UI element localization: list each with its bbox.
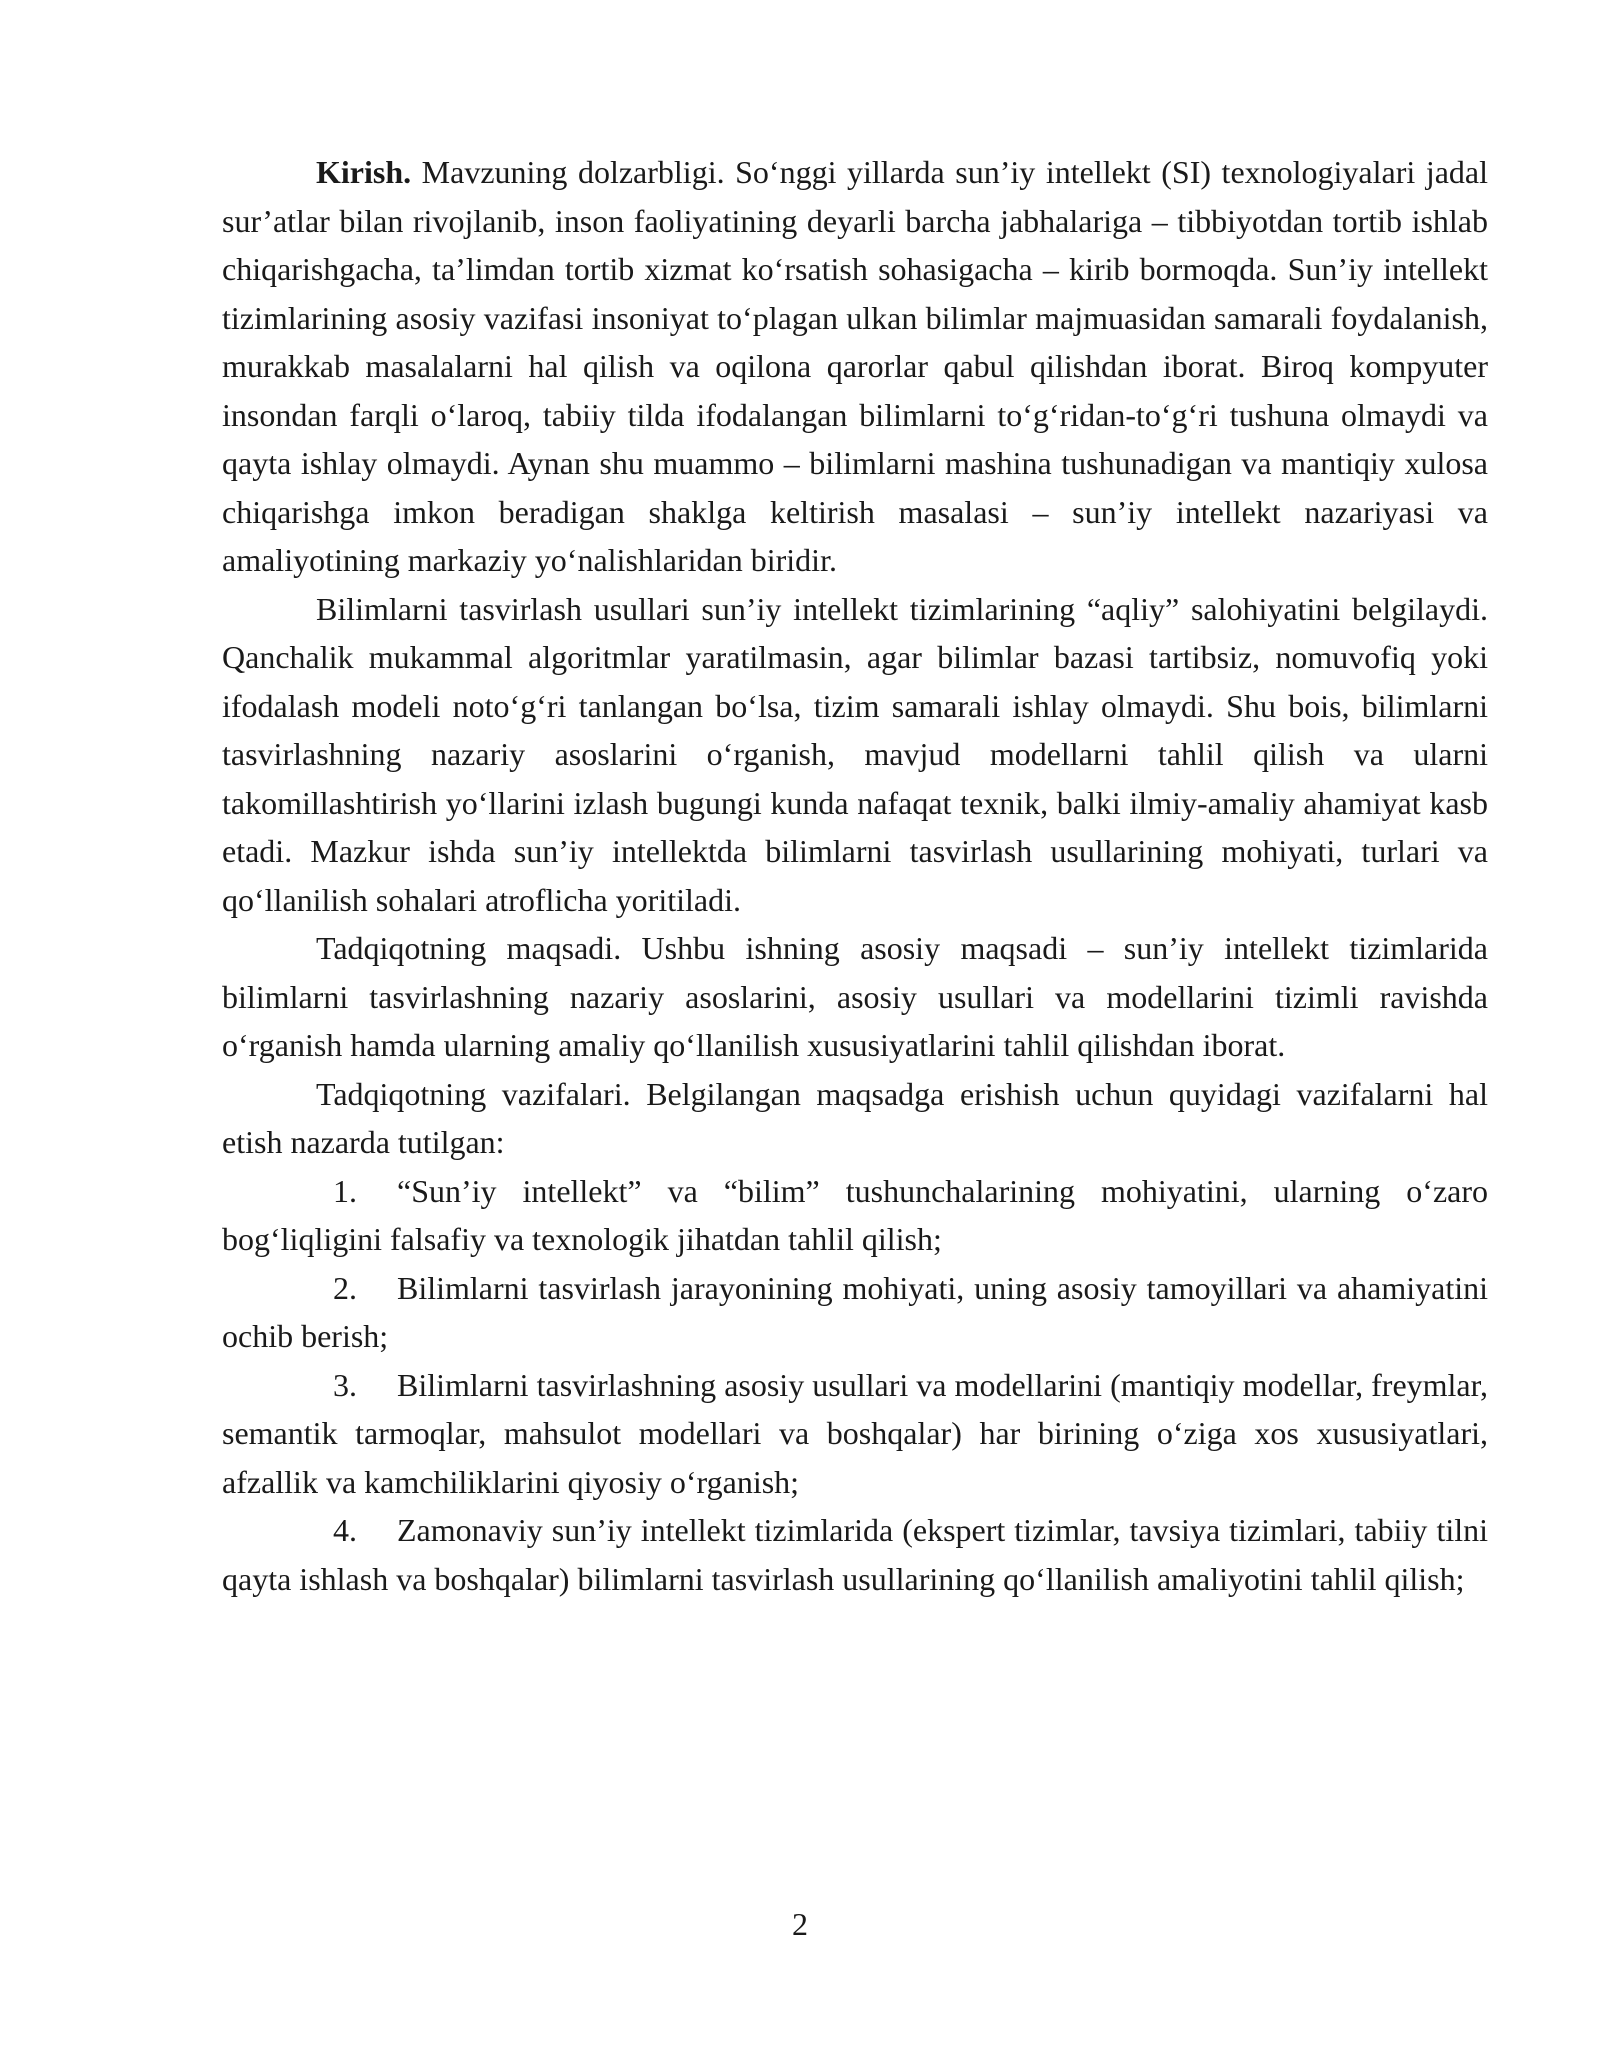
task-number: 3. [333, 1366, 357, 1403]
page-number: 2 [792, 1906, 808, 1942]
paragraph-importance: Bilimlarni tasvirlash usullari sun’iy intellekt tizimlarining “aqliy” salohiyatini belgilaydi. Qanchalik mukammal algoritmlar yaratilmasin, agar bilimlar bazasi tartibsiz, nomuvofiq yoki ifodalash modeli noto‘g‘ri tanlangan bo‘lsa, tizim samarali ishlay olmaydi. Shu bois, bilimlarni tasvirlashning nazariy asoslarini o‘rganish, mavjud modellarni tahlil qilish va ularni takomillashtirish yo‘llarini izlash bugungi kunda nafaqat texnik, balki ilmiy-amaliy ahamiyat kasb etadi. Mazkur ishda sun’iy intellektda bilimlarni tasvirlash usullarining mohiyati, turlari va qo‘llanilish sohalari atroflicha yoritiladi. [222, 590, 1488, 918]
task-item-3 [222, 1361, 1488, 1507]
task-item-2 [222, 1264, 1488, 1361]
intro-paragraph [222, 148, 1488, 585]
paragraph-tasks-intro: Tadqiqotning vazifalari. Belgilangan maqsadga erishish uchun quyidagi vazifalarni hal etish nazarda tutilgan: [222, 1075, 1488, 1160]
paragraph-goal: Tadqiqotning maqsadi. Ushbu ishning asosiy maqsadi – sun’iy intellekt tizimlarida bilimlarni tasvirlashning nazariy asoslarini, asosiy usullari va modellarini tizimli ravishda o‘rganish hamda ularning amaliy qo‘llanilish xususiyatlarini tahlil qilishdan iborat. [222, 930, 1488, 1063]
task-number: 4. [333, 1512, 357, 1548]
task-text: Bilimlarni tasvirlashning asosiy usullari va modellarini (mantiqiy modellar, freymlar, semantik tarmoqlar, mahsulot modellari va boshqalar) har birining o‘ziga xos xususiyatlari, afzallik va kamchiliklarini qiyosiy o‘rganish; [222, 1366, 1488, 1500]
task-number: 1. [333, 1172, 357, 1209]
task-item-4 [222, 1506, 1488, 1603]
intro-text: Mavzuning dolzarbligi. So‘nggi yillarda sun’iy intellekt (SI) texnologiyalari jadal sur’atlar bilan rivojlanib, inson faoliyatining deyarli barcha jabhalariga – tibbiyotdan tortib ishlab chiqarishgacha, ta’limdan tortib xizmat ko‘rsatish sohasigacha – kirib bormoqda. Sun’iy intellekt tizimlarining asosiy vazifasi insoniyat to‘plagan ulkan bilimlar majmuasidan samarali foydalanish, murakkab masalalarni hal qilish va oqilona qarorlar qabul qilishdan iborat. Biroq kompyuter insondan farqli o‘laroq, tabiiy tilda ifodalangan bilimlarni to‘g‘ridan-to‘g‘ri tushuna olmaydi va qayta ishlay olmaydi. Aynan shu muammo – bilimlarni mashina tushunadigan va mantiqiy xulosa chiqarishga imkon beradigan shaklga keltirish masalasi – sun’iy intellekt nazariyasi va amaliyotining markaziy yo‘nalishlaridan biridir. [222, 154, 1488, 578]
body-text [222, 148, 1488, 1603]
task-text: Zamonaviy sun’iy intellekt tizimlarida (ekspert tizimlar, tavsiya tizimlari, tabiiy tilni qayta ishlash va boshqalar) bilimlarni tasvirlash usullarining qo‘llanilish amaliyotini tahlil qilish; [222, 1512, 1488, 1597]
task-item-1 [222, 1167, 1488, 1264]
task-text: Bilimlarni tasvirlash jarayonining mohiyati, uning asosiy tamoyillari va ahamiyatini ochib berish; [222, 1269, 1488, 1354]
task-number: 2. [333, 1269, 357, 1306]
task-text: “Sun’iy intellekt” va “bilim” tushunchalarining mohiyatini, ularning o‘zaro bog‘liqligini falsafiy va texnologik jihatdan tahlil qilish; [222, 1172, 1488, 1257]
intro-heading: Kirish. [316, 154, 412, 190]
